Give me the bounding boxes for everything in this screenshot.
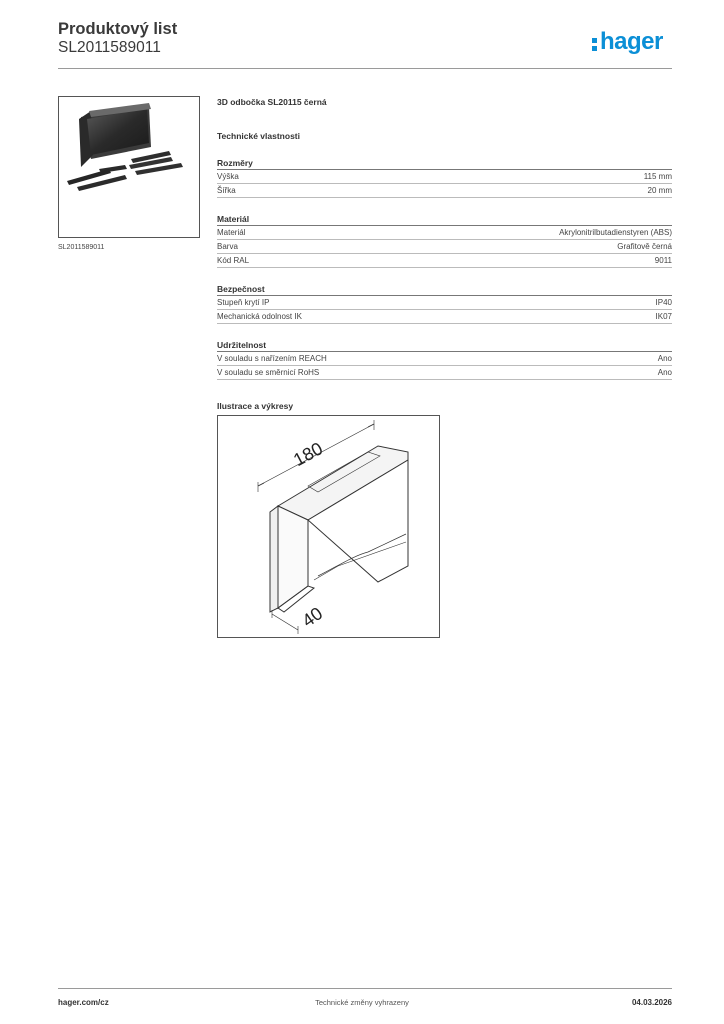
spec-label: Barva <box>217 242 238 251</box>
logo-colon-icon <box>592 33 598 52</box>
footer-date: 04.03.2026 <box>631 998 672 1007</box>
spec-label: Kód RAL <box>217 256 250 265</box>
spec-value: IK07 <box>655 312 672 321</box>
technical-drawing <box>217 415 440 638</box>
spec-value: Ano <box>657 368 672 377</box>
spec-row <box>217 366 672 380</box>
spec-label: Mechanická odolnost IK <box>217 312 302 321</box>
spec-value: 115 mm <box>643 172 672 181</box>
spec-row <box>217 296 672 310</box>
product-code: SL2011589011 <box>58 39 161 56</box>
section-title: Bezpečnost <box>217 283 672 296</box>
tech-properties-heading: Technické vlastnosti <box>217 131 300 141</box>
hager-logo[interactable] <box>592 29 663 55</box>
dimension-width-label: 40 <box>298 603 327 632</box>
spec-value: Akrylonitrilbutadienstyren (ABS) <box>559 228 672 237</box>
footer-divider <box>58 988 672 989</box>
spec-value: Ano <box>657 354 672 363</box>
section-safety <box>217 283 672 324</box>
spec-value: IP40 <box>655 298 672 307</box>
spec-row <box>217 310 672 324</box>
footer-website-link[interactable]: hager.com/cz <box>58 998 109 1007</box>
spec-label: V souladu s nařízením REACH <box>217 354 327 363</box>
spec-row <box>217 240 672 254</box>
illustrations-heading: Ilustrace a výkresy <box>217 401 294 411</box>
section-sustainability <box>217 339 672 380</box>
spec-label: V souladu se směrnicí RoHS <box>217 368 320 377</box>
section-title: Rozměry <box>217 157 672 170</box>
spec-content <box>217 96 672 412</box>
product-photo <box>58 96 200 238</box>
spec-row <box>217 254 672 268</box>
spec-value: 20 mm <box>647 186 672 195</box>
spec-row <box>217 226 672 240</box>
spec-row <box>217 184 672 198</box>
section-title: Udržitelnost <box>217 339 672 352</box>
footer-disclaimer: Technické změny vyhrazeny <box>315 998 409 1007</box>
spec-value: Grafitově černá <box>617 242 672 251</box>
section-dimensions <box>217 157 672 198</box>
section-material <box>217 213 672 268</box>
spec-label: Materiál <box>217 228 246 237</box>
section-title: Materiál <box>217 213 672 226</box>
logo-text: hager <box>600 28 663 55</box>
product-photo-image <box>59 97 199 237</box>
spec-value: 9011 <box>654 256 672 265</box>
spec-label: Šířka <box>217 186 236 195</box>
product-name: 3D odbočka SL20115 černá <box>217 97 327 107</box>
photo-caption: SL2011589011 <box>58 244 105 251</box>
spec-label: Výška <box>217 172 239 181</box>
dimension-length-label: 180 <box>290 438 327 471</box>
header-divider <box>58 68 672 69</box>
drawing-image <box>218 416 439 637</box>
spec-label: Stupeň krytí IP <box>217 298 270 307</box>
spec-row <box>217 352 672 366</box>
page-title: Produktový list <box>58 20 178 38</box>
spec-row <box>217 170 672 184</box>
